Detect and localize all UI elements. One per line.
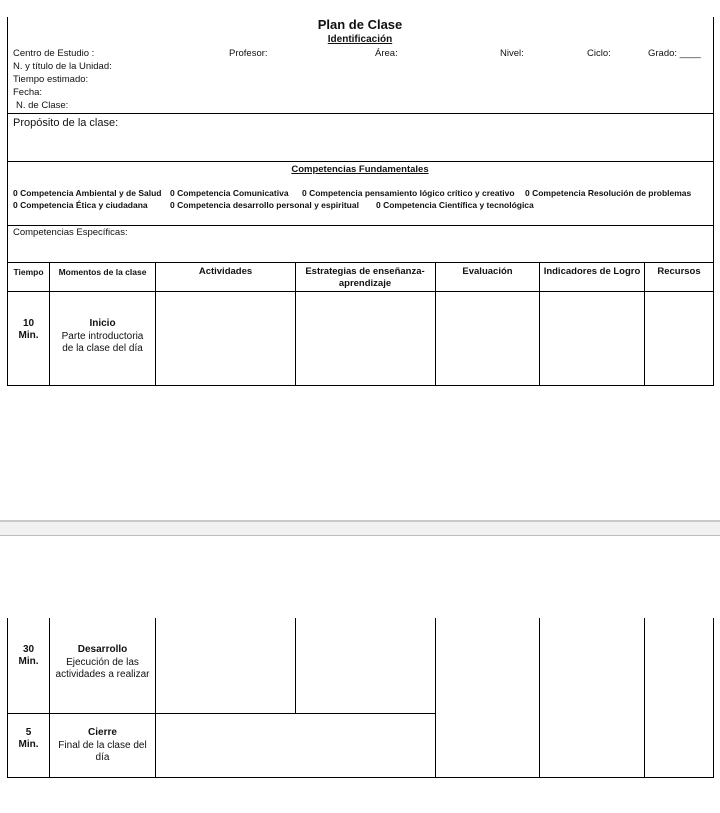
col-line-6-p2 [644,618,645,778]
row-time-value: 30 [22,644,35,655]
row-moment: Desarrollo [77,644,128,655]
row-moment: Cierre [88,727,117,738]
col-line-3-p2 [295,618,296,714]
col-line-4-p2 [435,618,436,778]
row-description: Ejecución de las actividades a realizar [55,657,150,680]
divider-header [7,291,714,292]
divider-proposito [7,161,714,162]
col-line-2-p2 [155,618,156,778]
col-line-2 [155,262,156,386]
row-time-unit: Min. [18,330,39,341]
competencia-desarrollo: 0 Competencia desarrollo personal y espiritual [170,200,359,210]
field-area: Área: [375,48,398,59]
field-tiempo: Tiempo estimado: [13,74,89,85]
header-actividades: Actividades [198,266,253,277]
divider-row2 [7,713,436,714]
header-indicadores: Indicadores de Logro [543,266,641,277]
especificas-label: Competencias Específicas: [13,227,128,238]
competencia-etica: 0 Competencia Ética y ciudadana [13,200,148,210]
page-separator [0,520,720,536]
field-profesor: Profesor: [229,48,268,59]
frame-right-2 [713,618,714,778]
field-unidad: N. y título de la Unidad: [13,61,112,72]
field-centro: Centro de Estudio : [13,48,95,59]
field-nivel: Nivel: [500,48,524,59]
row-description: Parte introductoria de la clase del día [61,331,144,354]
page-title: Plan de Clase [317,17,403,32]
col-line-5 [539,262,540,386]
header-tiempo: Tiempo [13,267,44,277]
col-line-6 [644,262,645,386]
col-line-1-p2 [49,618,50,778]
divider-table-bottom [7,777,714,778]
competencia-ambiental: 0 Competencia Ambiental y de Salud [13,188,162,198]
row-time-value: 5 [25,727,32,738]
col-line-3 [295,262,296,386]
header-momentos: Momentos de la clase [58,267,147,277]
row-moment: Inicio [89,318,116,329]
divider-table-top [7,262,714,263]
field-clase: N. de Clase: [16,100,69,111]
competencia-resolucion: 0 Competencia Resolución de problemas [525,188,692,198]
field-ciclo: Ciclo: [587,48,611,59]
frame-left-2 [7,618,8,778]
divider-identification [7,113,714,114]
header-recursos: Recursos [657,266,701,277]
header-estrategias: Estrategias de enseñanza-aprendizaje [305,266,425,289]
field-fecha: Fecha: [13,87,43,98]
col-line-5-p2 [539,618,540,778]
competencia-comunicativa: 0 Competencia Comunicativa [170,188,289,198]
row-description: Final de la clase del día [58,740,147,763]
row-time-unit: Min. [18,739,39,750]
frame-right [713,17,714,386]
proposito-label: Propósito de la clase: [13,117,119,129]
header-evaluacion: Evaluación [462,266,513,277]
divider-page1-bottom [7,385,714,386]
identification-heading: Identificación [327,34,393,45]
divider-competencias [7,225,714,226]
row-time-value: 10 [22,318,35,329]
competencia-cientifica: 0 Competencia Científica y tecnológica [376,200,534,210]
competencia-pensamiento: 0 Competencia pensamiento lógico crítico y creativo [302,188,515,198]
field-grado: Grado: ____ [648,48,701,59]
row-time-unit: Min. [18,656,39,667]
competencias-heading: Competencias Fundamentales [291,164,429,175]
col-line-4 [435,262,436,386]
